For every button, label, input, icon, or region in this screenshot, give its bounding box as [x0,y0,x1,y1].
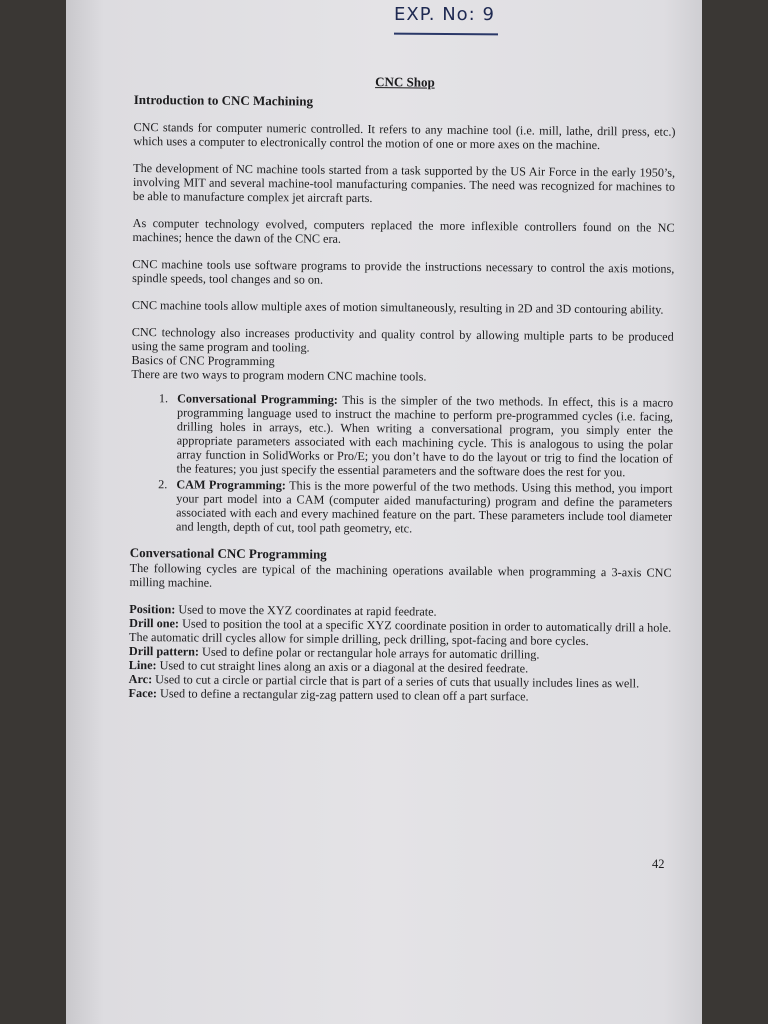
two-ways-line: There are two ways to program modern CNC machine tools. [131,366,427,384]
conversational-intro: The following cycles are typical of the machining operations available when programming a 3-axis CNC milling machine. [129,560,672,590]
cycle-term: Face: [128,685,158,701]
cycle-text: Used to position the tool at a specific XYZ coordinate position in order to automatically drill a hole. The automatic drill cycles allow for simple drilling, peck drilling, spot-facing and bore cycles. [129,616,672,648]
cycle-text: Used to define a rectangular zig-zag pattern used to clean off a part surface. [159,686,529,704]
handwritten-experiment-number: EXP. No: 9 [394,4,495,25]
paragraph: CNC technology also increases productivity and quality control by allowing multiple parts to be produced using the same program and tooling. [131,324,674,355]
cycle-text: Used to cut a circle or partial circle that is part of a series of cuts that usually includes lines as well. [155,672,640,691]
cycle-text: Used to define polar or rectangular hole arrays for automatic drilling. [201,644,540,662]
paragraph: As computer technology evolved, computers replaced the more inflexible controllers found on the NC machines; hence the dawn of the CNC era. [132,215,675,246]
method-term: Conversational Programming: [177,391,338,407]
page-number: 42 [652,857,665,871]
cycle-term: Arc: [128,671,153,687]
document-page [66,0,702,1024]
list-item [170,477,672,537]
page-title: CNC Shop [375,74,435,90]
cycle-term: Drill one: [129,615,180,631]
page-body [129,72,676,705]
method-term: CAM Programming: [176,477,286,493]
paragraph: The development of NC machine tools started from a task supported by the US Air Force in the early 1950’s, involving MIT and several machine-tool manufacturing companies. The need was recognized for machines to be able to manufacture complex jet aircraft parts. [132,160,676,206]
method-text: This is the simpler of the two methods. In effect, this is a macro programming language used to instruct the machine to perform pre-programmed cycles (i.e. facing, drilling holes in arrays, etc.). When writing a conversational program, you simply enter the appropriate parameters associated with each machining cycle. This is analogous to using the polar array function in SolidWorks or Pro/E; you don’t have to do the layout or trig to find the location of the features; you just specify the essential parameters and the software does the rest for you. [176,392,674,480]
conversational-heading: Conversational CNC Programming [129,544,327,562]
method-text: This is the more powerful of the two methods. Using this method, you import your part model into a CAM (computer aided manufacturing) program and define the parameters associated with each and every machined feature on the part. These parameters include tool diameter and length, depth of cut, tool path geometry, etc. [175,478,673,536]
handwritten-underline [394,33,498,36]
intro-heading: Introduction to CNC Machining [133,91,314,109]
paragraph: CNC machine tools use software programs to provide the instructions necessary to control the axis motions, spindle speeds, tool changes and so on. [132,256,675,287]
cycle-text: Used to move the XYZ coordinates at rapid feedrate. [178,602,437,619]
list-item [170,391,673,479]
cycle-term: Drill pattern: [128,643,200,659]
programming-methods-list [130,391,673,538]
paragraph: CNC stands for computer numeric controlled. It refers to any machine tool (i.e. mill, lathe, drill press, etc.) which uses a computer to electronically control the motion of one or more axes on the machine. [133,119,676,153]
cycle-term: Line: [128,657,157,673]
basics-line: Basics of CNC Programming [131,352,275,369]
cycle-text: Used to cut straight lines along an axis or a diagonal at the desired feedrate. [159,658,529,676]
cycle-term: Position: [129,601,176,617]
paragraph: CNC machine tools allow multiple axes of motion simultaneously, resulting in 2D and 3D contouring ability. [131,297,664,317]
